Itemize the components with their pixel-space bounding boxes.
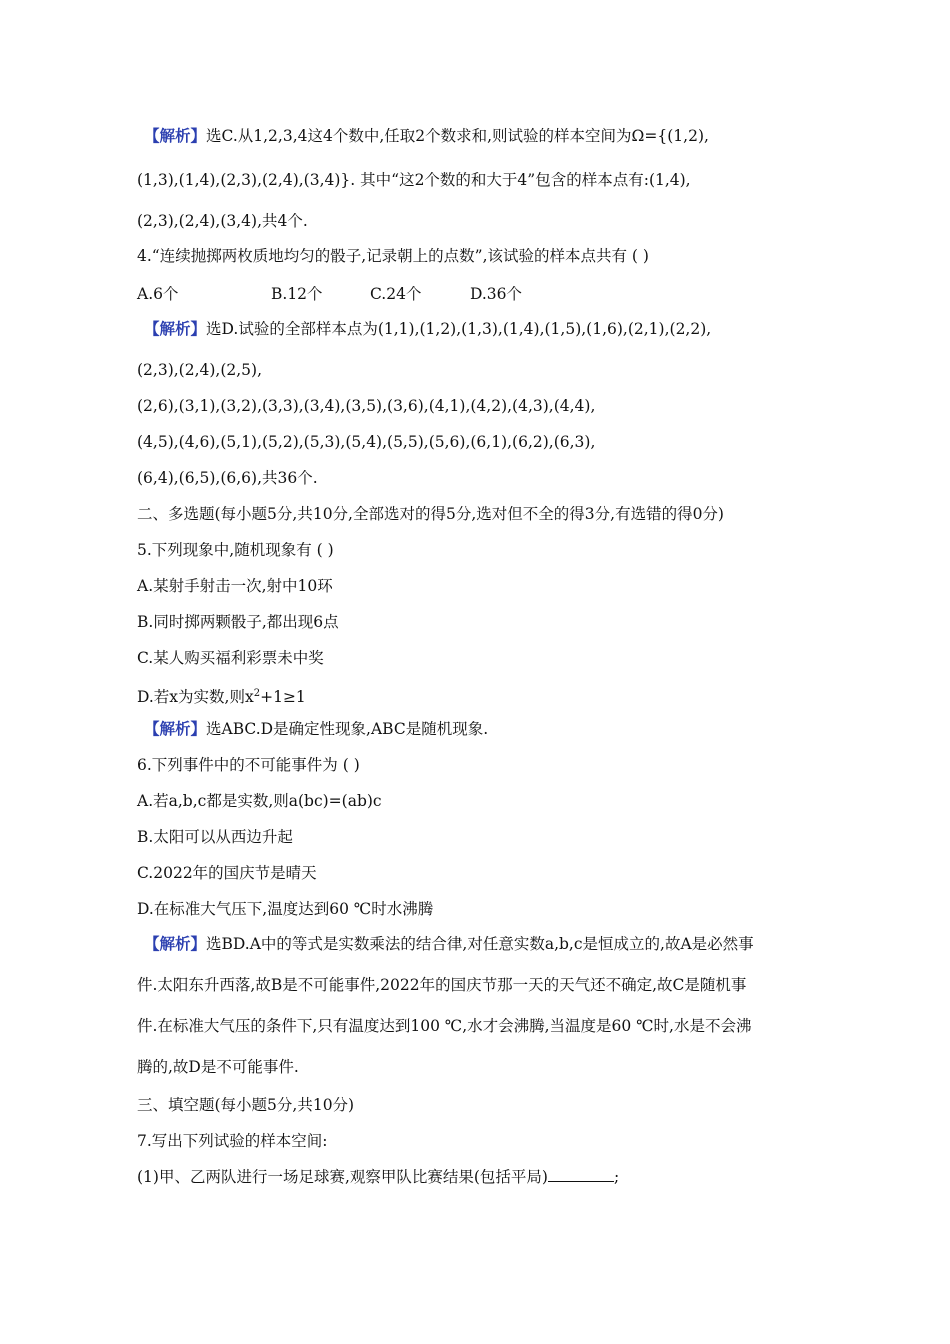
option-c: C.2022年的国庆节是晴天 [137, 864, 317, 882]
analysis-tag: 【解析】 [144, 719, 207, 738]
option-d: D.在标准大气压下,温度达到60 ℃时水沸腾 [137, 900, 434, 918]
option-c: C.24个 [370, 285, 422, 303]
answer-line [144, 126, 709, 146]
answer-line: (2,3),(2,4),(3,4),共4个. [137, 212, 308, 230]
question-stem: 5.下列现象中,随机现象有 ( ) [137, 541, 334, 559]
answer-line: (6,4),(6,5),(6,6),共36个. [137, 469, 318, 487]
option-text: D.若x为实数,则x [137, 688, 254, 707]
answer-line: 件.太阳东升西落,故B是不可能事件,2022年的国庆节那一天的天气还不确定,故C是随机事 [137, 976, 747, 994]
section-heading-fill-blank: 三、填空题(每小题5分,共10分) [137, 1096, 355, 1114]
sub-question-text: (1)甲、乙两队进行一场足球赛,观察甲队比赛结果(包括平局) [137, 1168, 548, 1186]
option-a: A.某射手射击一次,射中10环 [137, 577, 333, 595]
option-a: A.6个 [137, 285, 179, 303]
option-d [137, 684, 306, 707]
answer-line: 腾的,故D是不可能事件. [137, 1058, 299, 1076]
question-stem: 4.“连续抛掷两枚质地均匀的骰子,记录朝上的点数”,该试验的样本点共有 ( ) [137, 247, 649, 265]
analysis-tag: 【解析】 [144, 319, 207, 338]
option-b: B.12个 [271, 285, 323, 303]
sub-question [137, 1167, 619, 1187]
answer-line: (4,5),(4,6),(5,1),(5,2),(5,3),(5,4),(5,5),(5,6),(6,1),(6,2),(6,3), [137, 433, 596, 451]
question-stem: 7.写出下列试验的样本空间: [137, 1132, 328, 1150]
answer-line: 件.在标准大气压的条件下,只有温度达到100 ℃,水才会沸腾,当温度是60 ℃时,水是不会沸 [137, 1017, 752, 1035]
question-stem: 6.下列事件中的不可能事件为 ( ) [137, 756, 360, 774]
option-c: C.某人购买福利彩票未中奖 [137, 649, 324, 667]
answer-line: (2,3),(2,4),(2,5), [137, 361, 263, 379]
option-a: A.若a,b,c都是实数,则a(bc)=(ab)c [137, 792, 382, 810]
analysis-tag: 【解析】 [144, 126, 207, 145]
option-text: +1≥1 [260, 688, 306, 707]
answer-line [144, 934, 754, 954]
answer-line: (2,6),(3,1),(3,2),(3,3),(3,4),(3,5),(3,6),(4,1),(4,2),(4,3),(4,4), [137, 397, 596, 415]
punctuation: ; [613, 1168, 620, 1186]
answer-text: 选BD.A中的等式是实数乘法的结合律,对任意实数a,b,c是恒成立的,故A是必然事 [206, 935, 754, 953]
option-b: B.太阳可以从西边升起 [137, 828, 293, 846]
answer-line [144, 319, 711, 339]
option-d: D.36个 [470, 285, 523, 303]
option-b: B.同时掷两颗骰子,都出现6点 [137, 613, 339, 631]
answer-text: 选D.试验的全部样本点为(1,1),(1,2),(1,3),(1,4),(1,5),(1,6),(2,1),(2,2), [206, 320, 712, 338]
section-heading-multiple-choice: 二、多选题(每小题5分,共10分,全部选对的得5分,选对但不全的得3分,有选错的得0分) [137, 505, 724, 523]
answer-line [144, 719, 488, 739]
answer-line: (1,3),(1,4),(2,3),(2,4),(3,4)}. 其中“这2个数的和大于4”包含的样本点有:(1,4), [137, 171, 691, 189]
analysis-tag: 【解析】 [144, 934, 207, 953]
answer-blank[interactable] [548, 1167, 614, 1182]
answer-text: 选ABC.D是确定性现象,ABC是随机现象. [206, 720, 489, 738]
answer-text: 选C.从1,2,3,4这4个数中,任取2个数求和,则试验的样本空间为Ω={(1,2), [206, 127, 709, 145]
superscript: 2 [253, 688, 261, 699]
